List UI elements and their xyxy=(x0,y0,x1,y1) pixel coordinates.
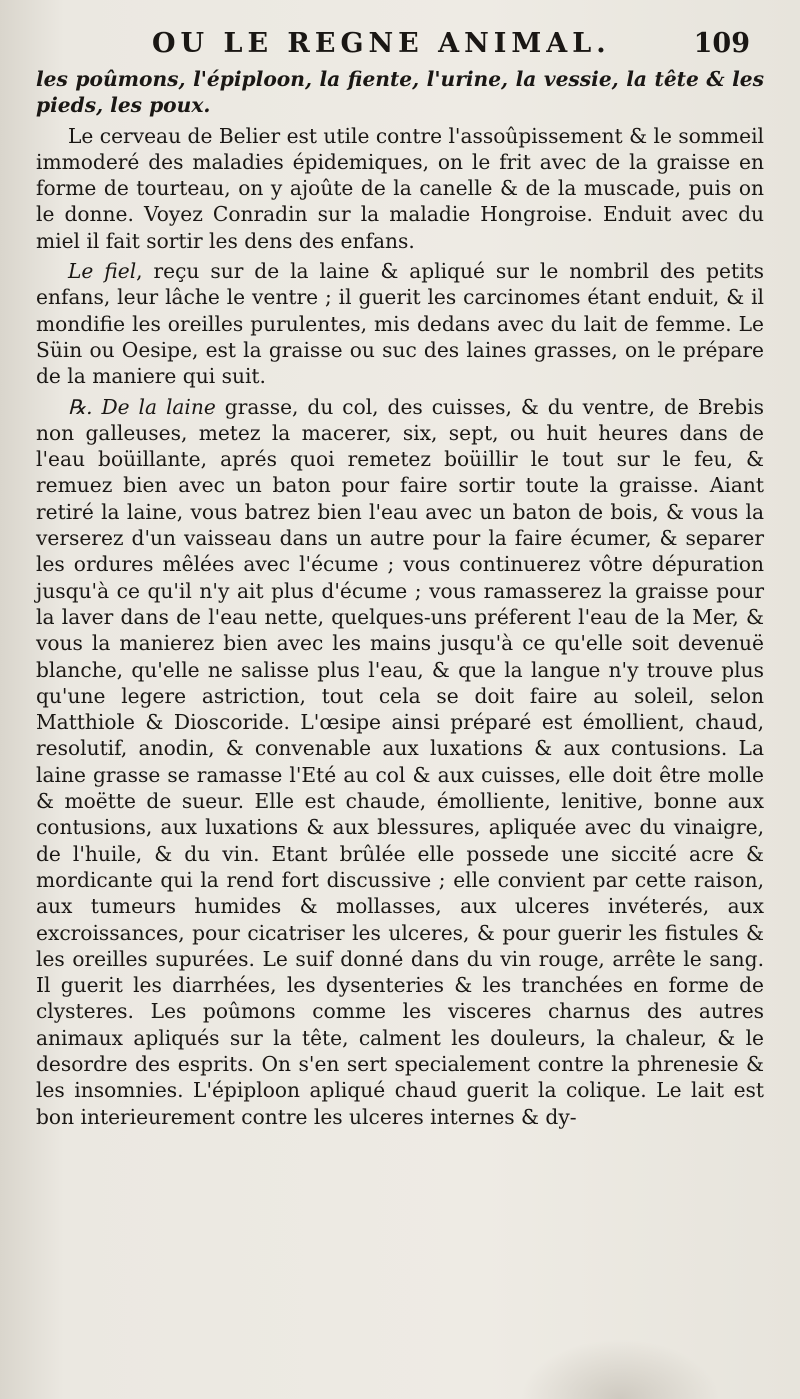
paragraph-1-text: les poûmons, l'épiploon, la fiente, l'urine, la vessie, la tête & les pieds, les poux. xyxy=(36,67,764,118)
body-text xyxy=(36,66,764,1130)
paragraph-4-lead: ℞. De la laine xyxy=(68,394,216,419)
paragraph-3 xyxy=(36,258,764,389)
paragraph-1 xyxy=(36,66,764,119)
paragraph-4-text: grasse, du col, des cuisses, & du ventre, de Brebis non galleuses, metez la macerer, six, sept, ou huit heures dans de l'eau boüillante, aprés quoi remetez boüillir le tout sur le feu, & remuez bien avec un baton pour faire sortir toute la graisse. Aiant retiré la laine, vous batrez bien l'eau avec un baton de bois, & vous la verserez d'un vaisseau dans un autre pour la faire écumer, & separer les ordures mêlées avec l'écume ; vous continuerez vôtre dépuration jusqu'à ce qu'il n'y ait plus d'écume ; vous ramasserez la graisse pour la laver dans de l'eau nette, quelques-uns préferent l'eau de la Mer, & vous la manierez bien avec les mains jusqu'à ce qu'elle soit devenuë blanche, qu'elle ne salisse plus l'eau, & que la langue n'y trouve plus qu'une legere astriction, tout cela se doit faire au soleil, selon Matthiole & Dioscoride. L'œsipe ainsi préparé est émollient, chaud, resolutif, anodin, & convenable aux luxations & aux contusions. La laine grasse se ramasse l'Eté au col & aux cuisses, elle doit être molle & moëtte de sueur. Elle est chaude, émolliente, lenitive, bonne aux contusions, aux luxations & aux blessures, apliquée avec du vinaigre, de l'huile, & du vin. Etant brûlée elle possede une siccité acre & mordicante qui la rend fort discussive ; elle convient par cette raison, aux tumeurs humides & mollasses, aux ulceres invéterés, aux excroissances, pour cicatriser les ulceres, & pour guerir les fistules & les oreilles supurées. Le suif donné dans du vin rouge, arrête le sang. Il guerit les diarrhées, les dysenteries & les tranchées en forme de clysteres. Les poûmons comme les visceres charnus des autres animaux apliqués sur la tête, calment les douleurs, la chaleur, & le desordre des esprits. On s'en sert specialement contre la phrenesie & les insomnies. L'épiploon apliqué chaud guerit la colique. Le lait est bon interieurement contre les ulceres internes & dy- xyxy=(36,394,764,1129)
paragraph-3-text: , reçu sur de la laine & apliqué sur le nombril des petits enfans, leur lâche le ventre ; il guerit les carcinomes étant enduit, & il mondifie les oreilles purulentes, mis dedans avec du lait de femme. Le Süin ou Oesipe, est la graisse ou suc des laines grasses, on le prépare de la maniere qui suit. xyxy=(36,259,764,389)
page-header xyxy=(60,28,750,68)
paper-stain xyxy=(520,1339,720,1399)
paragraph-3-lead: Le fiel xyxy=(68,259,137,284)
page-number: 109 xyxy=(693,28,750,59)
paragraph-2 xyxy=(36,123,764,254)
paragraph-4 xyxy=(36,394,764,1130)
paragraph-2-text: Le cerveau de Belier est utile contre l'assoûpissement & le sommeil immoderé des maladies épidemiques, on le frit avec de la graisse en forme de tourteau, on y ajoûte de la canelle & de la muscade, puis on le donne. Voyez Conradin sur la maladie Hongroise. Enduit avec du miel il fait sortir les dens des enfans. xyxy=(36,123,764,253)
running-head: OU LE REGNE ANIMAL. xyxy=(152,28,611,59)
